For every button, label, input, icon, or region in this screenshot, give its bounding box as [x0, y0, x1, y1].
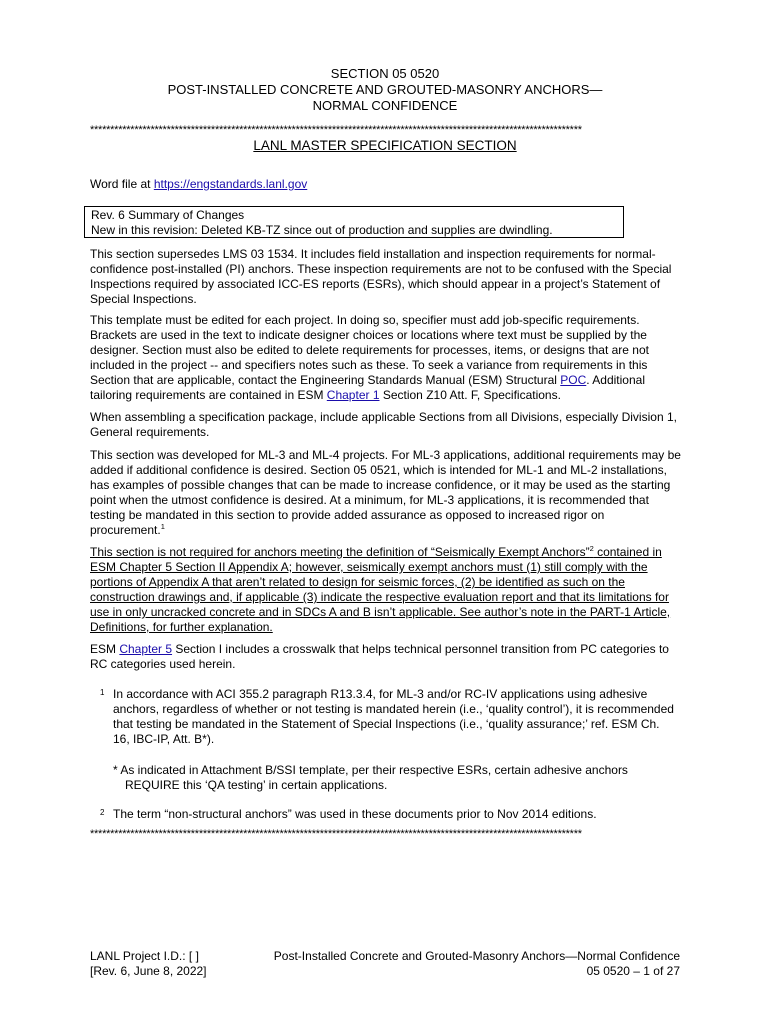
footnote-1-text: In accordance with ACI 355.2 paragraph R13.3.4, for ML-3 and/or RC-IV applications using adhesive anchors, regardless of whether or not testing is mandated herein (i.e., ‘quality control’), it is recommended that testing be mandated in the Statement of Special Inspections (i.e., ‘quality assurance;’ ref. ESM Ch. 16, IBC-IP, Att. B*). [113, 687, 674, 746]
section-title-line2: NORMAL CONFIDENCE [312, 98, 458, 113]
revision-summary-detail: New in this revision: Deleted KB-TZ since out of production and supplies are dwindling. [91, 223, 553, 237]
footnote-1-note-line1: * As indicated in Attachment B/SSI template, per their respective ESRs, certain adhesive anchors [113, 763, 628, 777]
paragraph-exempt-text-b: contained in ESM Chapter 5 Section II Appendix A; however, seismically exempt anchors must (1) still comply with the portions of Appendix A that aren’t related to design for seismic forces, (2) be identified as such on the construction drawings and, if applicable (3) indicate the respective evaluation report and that its limitations for use in only uncracked concrete and in SDCs A and B isn’t applicable. See author’s note in the PART-1 Article, Definitions, for further explanation. [90, 545, 671, 634]
paragraph-exempt-text-a: This section is not required for anchors meeting the definition of “Seismically Exempt Anchors” [90, 545, 590, 559]
paragraph-ml-projects [90, 448, 682, 538]
footnote-ref-2[interactable]: 2 [589, 544, 594, 553]
footnote-ref-1[interactable]: 1 [160, 522, 165, 531]
footnote-2-mark: 2 [100, 808, 105, 817]
section-title-line1: POST-INSTALLED CONCRETE AND GROUTED-MASONRY ANCHORS— [167, 82, 603, 97]
separator-stars-top: ************************************************************************************************************************** [90, 124, 582, 136]
footnote-1-note-line2: REQUIRE this ‘QA testing’ in certain applications. [125, 778, 388, 792]
paragraph-template-text-c: Section Z10 Att. F, Specifications. [379, 388, 561, 402]
footer-revision: [Rev. 6, June 8, 2022] [90, 964, 207, 978]
footnote-1-mark: 1 [100, 688, 105, 697]
footer-project-id: LANL Project I.D.: [ ] [90, 949, 199, 963]
word-file-label: Word file at [90, 177, 154, 191]
paragraph-crosswalk-text-a: ESM [90, 642, 120, 656]
footnote-2-text: The term “non-structural anchors” was used in these documents prior to Nov 2014 editions. [113, 807, 597, 821]
separator-stars-bottom: ************************************************************************************************************************** [90, 828, 582, 840]
paragraph-seismically-exempt [90, 545, 682, 635]
revision-summary-box [84, 206, 624, 238]
paragraph-template-text-b: . Additional tailoring requirements are contained in ESM [90, 373, 645, 402]
chapter-5-link[interactable]: Chapter 5 [119, 642, 173, 656]
paragraph-ml-text: This section was developed for ML-3 and ML-4 projects. For ML-3 applications, additional requirements may be added if additional confidence is desired. Section 05 0521, which is intended for ML-1 and ML-2 installations, has examples of possible changes that can be made to increase confidence, or it may be used as the starting point when the utmost confidence is desired. At a minimum, for ML-3 applications, it is recommended that testing be mandated in this section to provide added assurance as opposed to increased rigor on procurement. [90, 448, 681, 537]
paragraph-crosswalk [90, 642, 682, 672]
paragraph-template-editing [90, 313, 682, 403]
footer-doc-title: Post-Installed Concrete and Grouted-Masonry Anchors—Normal Confidence [273, 949, 680, 963]
paragraph-supersedes: This section supersedes LMS 03 1534. It includes field installation and inspection requirements for normal-confidence post-installed (PI) anchors. These inspection requirements are not to be confused with the Special Inspections required by associated ICC-ES reports (ESRs), which should appear in a project’s Statement of Special Inspections. [90, 247, 672, 306]
paragraph-assembling: When assembling a specification package, include applicable Sections from all Divisions, especially Division 1, General requirements. [90, 410, 677, 439]
engstandards-link[interactable]: https://engstandards.lanl.gov [153, 177, 308, 191]
master-spec-heading: LANL MASTER SPECIFICATION SECTION [253, 138, 517, 153]
paragraph-template-text-a: This template must be edited for each project. In doing so, specifier must add job-specific requirements. Brackets are used in the text to indicate designer choices or locations where text must be supplied by the designer. Section must also be edited to delete requirements for processes, items, or designs that are not included in the project -- and specifiers notes such as these. To seek a variance from requirements in this Section that are applicable, contact the Engineering Standards Manual (ESM) Structural [90, 313, 649, 387]
paragraph-crosswalk-text-b: Section I includes a crosswalk that helps technical personnel transition from PC categories to RC categories used herein. [90, 642, 669, 671]
revision-summary-title: Rev. 6 Summary of Changes [91, 208, 245, 222]
footer-page-info: 05 0520 – 1 of 27 [586, 964, 680, 978]
poc-link[interactable]: POC [560, 373, 587, 387]
section-number: SECTION 05 0520 [330, 66, 440, 81]
chapter-1-link[interactable]: Chapter 1 [326, 388, 380, 402]
word-file-line [90, 177, 682, 192]
